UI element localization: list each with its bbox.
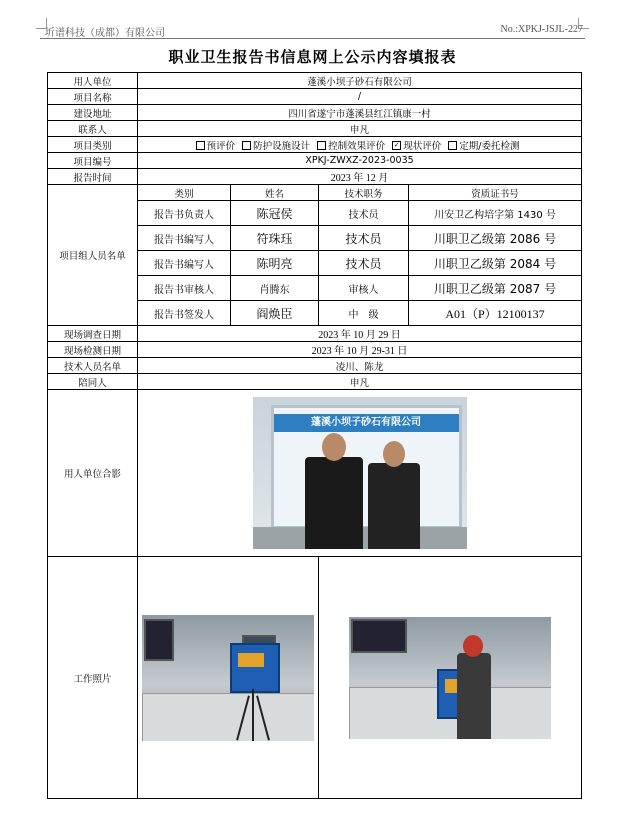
label-employer: 用人单位 (48, 73, 138, 89)
members-header-row (48, 185, 582, 201)
label-category: 项目类别 (48, 137, 138, 153)
member-cert: 川职卫乙级第 2084 号 (409, 251, 582, 276)
row-test-date (48, 342, 582, 358)
person-left-head (322, 433, 346, 461)
members-col-title: 技术职务 (319, 185, 409, 201)
row-project-no (48, 153, 582, 169)
label-group-photo: 用人单位合影 (48, 390, 138, 557)
member-name: 阎焕臣 (231, 301, 319, 326)
label-tech-staff: 技术人员名单 (48, 358, 138, 374)
label-work-photos: 工作照片 (48, 557, 138, 799)
checkbox-icon[interactable] (242, 141, 251, 150)
work-photo (142, 615, 314, 741)
value-contact: 申凡 (138, 121, 582, 137)
row-report-time (48, 169, 582, 185)
worker (457, 653, 491, 739)
member-name: 符珠珏 (231, 226, 319, 251)
member-role: 报告书负责人 (138, 201, 231, 226)
notice-board (271, 405, 462, 529)
label-escort: 陪同人 (48, 374, 138, 390)
work-photo-cell-2 (319, 557, 582, 799)
option-pre-evaluation[interactable]: 预评价 (196, 141, 236, 152)
label-members: 项目组人员名单 (48, 185, 138, 326)
value-report-time: 2023 年 12 月 (138, 169, 582, 185)
monitor-screen (351, 619, 407, 653)
member-role: 报告书编写人 (138, 226, 231, 251)
member-cert: 川安卫乙构培字第 1430 号 (409, 201, 582, 226)
value-project-name: / (138, 89, 582, 105)
person-right (368, 463, 420, 549)
row-address (48, 105, 582, 121)
member-title: 技术员 (319, 201, 409, 226)
person-left (305, 457, 363, 549)
label-address: 建设地址 (48, 105, 138, 121)
group-photo-cell (138, 390, 582, 557)
checkbox-icon[interactable] (317, 141, 326, 150)
sampling-instrument (230, 643, 280, 693)
label-test-date: 现场检测日期 (48, 342, 138, 358)
option-protection-design[interactable]: 防护设施设计 (242, 141, 310, 152)
value-survey-date: 2023 年 10 月 29 日 (138, 326, 582, 342)
label-report-time: 报告时间 (48, 169, 138, 185)
option-status-evaluation[interactable]: ✓ 现状评价 (393, 140, 442, 152)
checkbox-checked-icon[interactable]: ✓ (393, 140, 400, 149)
value-escort: 申凡 (138, 374, 582, 390)
control-desk (142, 693, 314, 741)
row-escort (48, 374, 582, 390)
tripod (252, 689, 254, 741)
row-project-name (48, 89, 582, 105)
member-title: 技术员 (319, 251, 409, 276)
value-project-no: XPKJ-ZWXZ-2023-0035 (138, 153, 582, 169)
person-right-head (383, 441, 405, 467)
members-col-cert: 资质证书号 (409, 185, 582, 201)
member-title: 审核人 (319, 276, 409, 301)
member-name: 肖腾东 (231, 276, 319, 301)
row-contact (48, 121, 582, 137)
option-control-effect[interactable]: 控制效果评价 (317, 141, 385, 152)
value-employer: 蓬溪小坝子砂石有限公司 (138, 73, 582, 89)
monitor-screen (144, 619, 174, 661)
option-periodic-testing[interactable]: 定期/委托检测 (448, 141, 519, 152)
group-photo (253, 397, 467, 549)
member-cert: 川职卫乙级第 2087 号 (409, 276, 582, 301)
disclosure-form-table (47, 72, 582, 799)
row-survey-date (48, 326, 582, 342)
member-name: 陈冠侯 (231, 201, 319, 226)
row-work-photos (48, 557, 582, 799)
work-photo (349, 617, 551, 739)
label-project-name: 项目名称 (48, 89, 138, 105)
member-role: 报告书审核人 (138, 276, 231, 301)
label-project-no: 项目编号 (48, 153, 138, 169)
worker-helmet (463, 635, 483, 657)
value-address: 四川省遂宁市蓬溪县红江镇康一村 (138, 105, 582, 121)
member-cert: 川职卫乙级第 2086 号 (409, 226, 582, 251)
member-role: 报告书签发人 (138, 301, 231, 326)
header-divider (40, 38, 585, 39)
page-title: 职业卫生报告书信息网上公示内容填报表 (168, 48, 457, 66)
members-col-role: 类别 (138, 185, 231, 201)
value-test-date: 2023 年 10 月 29-31 日 (138, 342, 582, 358)
label-contact: 联系人 (48, 121, 138, 137)
document-number: No.:XPKJ-JSJL-227 (500, 24, 583, 35)
label-survey-date: 现场调查日期 (48, 326, 138, 342)
member-cert: A01（P）12100137 (409, 301, 582, 326)
row-category (48, 137, 582, 153)
member-name: 陈明亮 (231, 251, 319, 276)
checkbox-icon[interactable] (196, 141, 205, 150)
row-tech-staff (48, 358, 582, 374)
work-photo-cell-1 (138, 557, 319, 799)
member-role: 报告书编写人 (138, 251, 231, 276)
company-name: 圻谱科技（成都）有限公司 (45, 28, 165, 39)
row-employer (48, 73, 582, 89)
category-options (138, 137, 582, 153)
checkbox-icon[interactable] (448, 141, 457, 150)
board-banner: 蓬溪小坝子砂石有限公司 (274, 414, 459, 432)
member-title: 技术员 (319, 226, 409, 251)
member-title: 中 级 (319, 301, 409, 326)
value-tech-staff: 凌川、陈龙 (138, 358, 582, 374)
row-group-photo (48, 390, 582, 557)
members-col-name: 姓名 (231, 185, 319, 201)
